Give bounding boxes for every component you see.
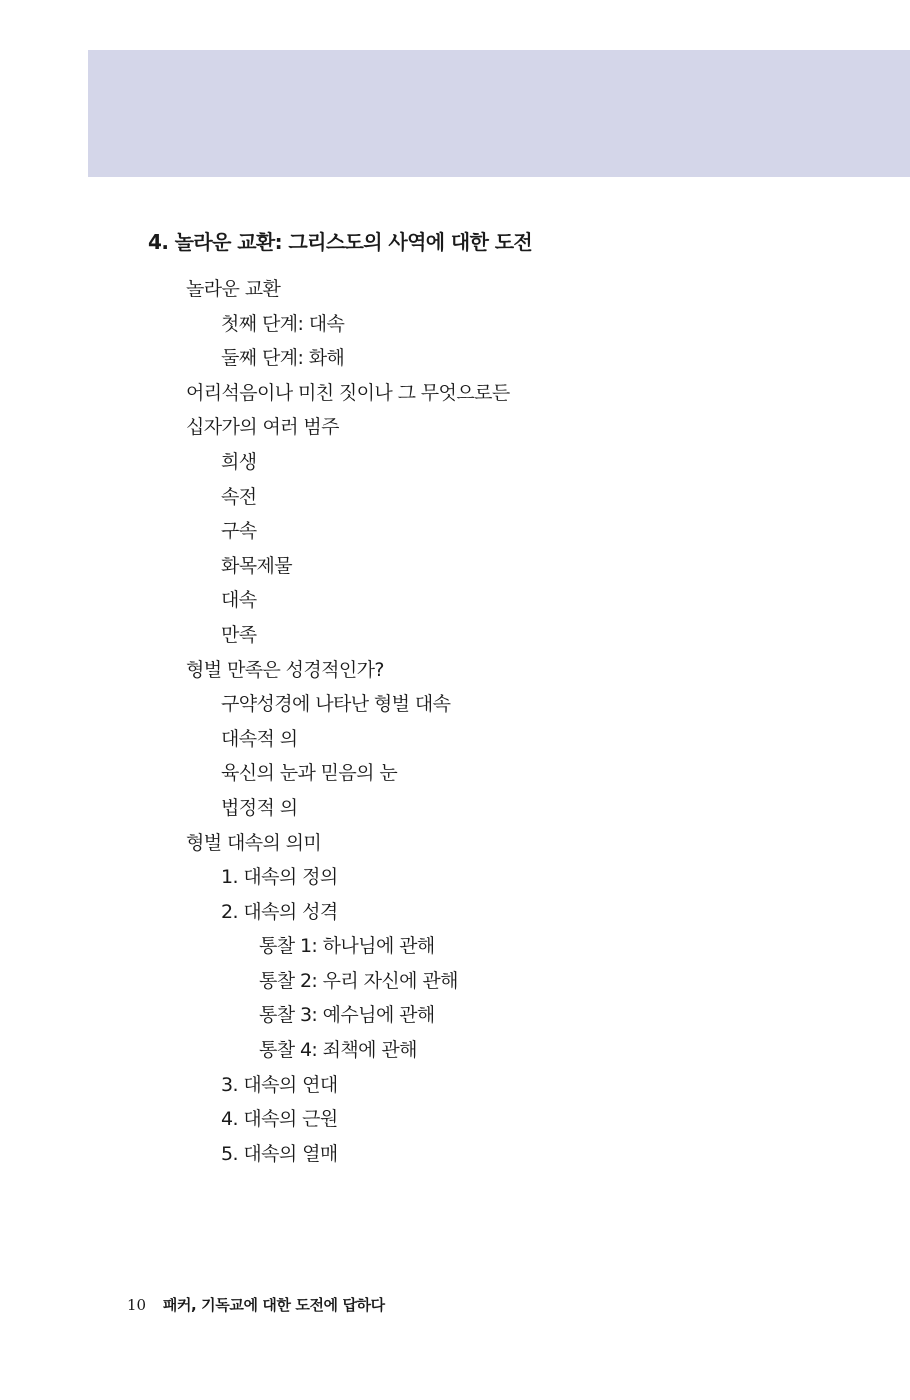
- toc-entry: 2. 대속의 성격: [221, 900, 338, 923]
- toc-entry: 5. 대속의 열매: [221, 1142, 338, 1165]
- toc-entry: 3. 대속의 연대: [221, 1073, 338, 1096]
- toc-entry: 만족: [221, 623, 257, 646]
- toc-entry: 형벌 만족은 성경적인가?: [186, 658, 384, 681]
- chapter-title: 4. 놀라운 교환: 그리스도의 사역에 대한 도전: [148, 230, 533, 254]
- header-band: [88, 50, 910, 177]
- toc-entry: 통찰 4: 죄책에 관해: [259, 1039, 417, 1062]
- toc-entry: 놀라운 교환: [186, 278, 281, 300]
- toc-entry: 4. 대속의 근원: [221, 1108, 338, 1131]
- toc-entry: 1. 대속의 정의: [221, 866, 338, 889]
- toc-entry: 형벌 대속의 의미: [186, 831, 322, 854]
- toc-entry: 육신의 눈과 믿음의 눈: [221, 762, 398, 785]
- toc-entry: 구약성경에 나타난 형벌 대속: [221, 693, 451, 716]
- toc-entry: 대속: [221, 589, 257, 612]
- toc-entry: 어리석음이나 미친 짓이나 그 무엇으로든: [186, 381, 510, 404]
- toc-entry: 첫째 단계: 대속: [221, 312, 345, 335]
- toc-entry: 희생: [221, 450, 257, 473]
- toc-entry: 속전: [221, 485, 257, 508]
- running-title: 패커, 기독교에 대한 도전에 답하다: [162, 1296, 385, 1314]
- page-footer: [127, 1294, 385, 1315]
- toc-entry: 십자가의 여러 범주: [186, 416, 339, 439]
- toc-entry: 통찰 1: 하나님에 관해: [259, 935, 435, 958]
- toc-entry: 통찰 2: 우리 자신에 관해: [259, 969, 458, 992]
- toc-entry: 대속적 의: [221, 727, 298, 750]
- toc-entry: 둘째 단계: 화해: [221, 347, 345, 370]
- toc-entry: 구속: [221, 520, 257, 543]
- toc-entry: 통찰 3: 예수님에 관해: [259, 1004, 435, 1027]
- table-of-contents: [0, 272, 910, 1171]
- page-number: 10: [127, 1296, 147, 1314]
- toc-entry: 화목제물: [221, 554, 293, 577]
- toc-entry: 법정적 의: [221, 796, 298, 819]
